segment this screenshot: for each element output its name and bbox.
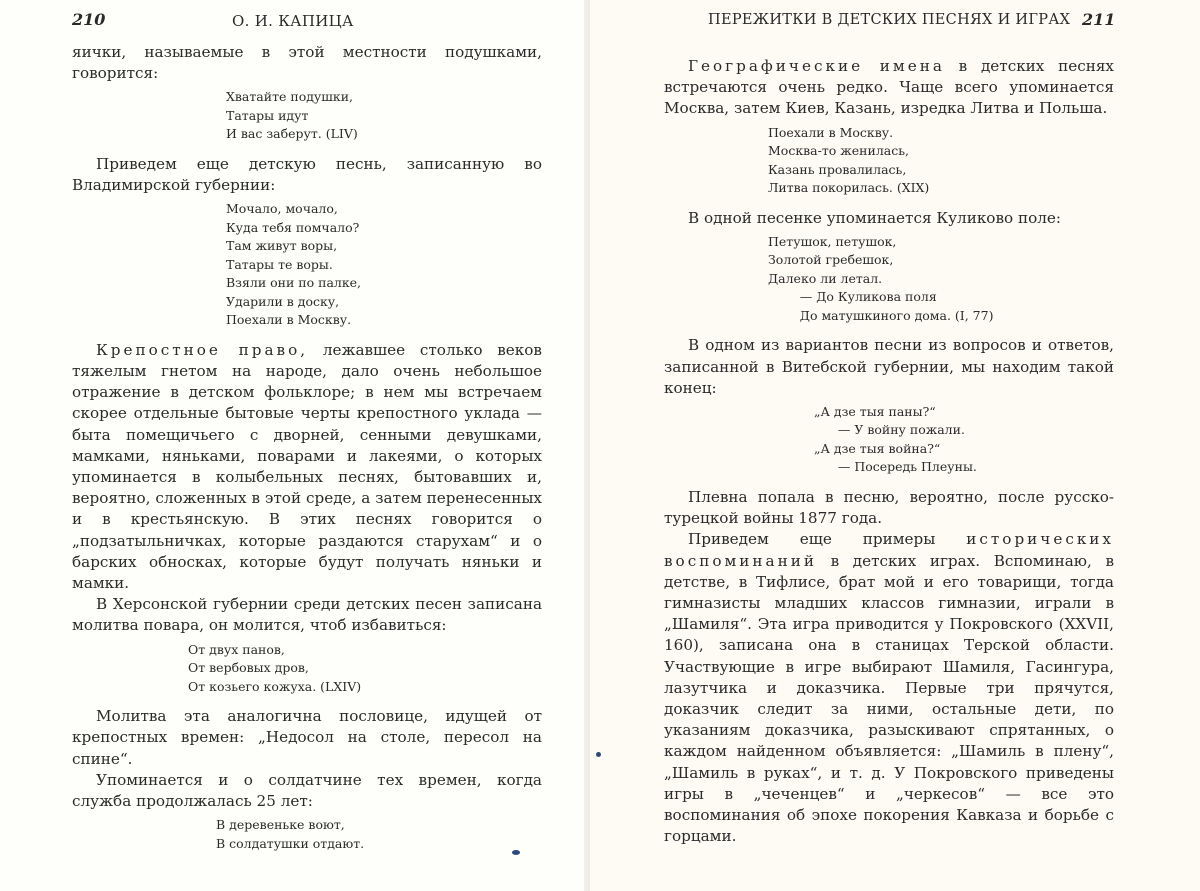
- verse-block: [768, 233, 1114, 326]
- verse-block: [768, 124, 1114, 198]
- paragraph: яички, называемые в этой местности подушками, говорится:: [72, 43, 542, 83]
- verse-line: От вербовых дров,: [188, 660, 309, 676]
- verse-block: [814, 403, 1114, 477]
- paragraph: [72, 340, 542, 594]
- verse-line: До матушкиного дома. (I, 77): [768, 307, 994, 323]
- verse-block: [226, 88, 542, 144]
- page-number-left: 210: [72, 10, 106, 29]
- emphasis: Крепостное право,: [96, 340, 309, 359]
- paragraph: Упоминается и о солдатчине тех времен, когда служба продолжалась 25 лет:: [72, 770, 542, 810]
- verse-line: — Посередь Плеуны.: [814, 459, 977, 475]
- verse-line: В деревеньке воют,: [216, 817, 345, 833]
- paragraph: В одном из вариантов песни из вопросов и ответов, записанной в Витебской губернии, мы находим такой конец:: [664, 336, 1114, 397]
- verse-line: Татары идут: [226, 107, 309, 123]
- paragraph: В одной песенке упоминается Куликово поле:: [688, 208, 1061, 227]
- ink-spot: [596, 752, 601, 757]
- verse-line: От козьего кожуха. (LXIV): [188, 678, 362, 694]
- verse-line: Мочало, мочало,: [226, 201, 338, 217]
- paragraph-text: лежавшее столько веков тяжелым гнетом на народе, дало очень небольшое отражение в детском фольклоре; в нем мы встречаем скорее отдельные бытовые черты крепостного уклада — быта помещичьего с дворней, сенными девушками, мамками, няньками, поварами и лакеями, о которых упоминается в колыбельных песнях, бытовавших и, вероятно, сложенных в этой среде, а затем перенесенных и в крестьянскую. В этих песнях говорится о „подзатыльничках, которые раздаются старухам“ и о барских обносках, которые будут получать няньки и мамки.: [72, 340, 542, 593]
- verse-line: Казань провалилась,: [768, 161, 907, 177]
- verse-line: Татары те воры.: [226, 256, 333, 272]
- verse-line: В солдатушки отдают.: [216, 835, 365, 851]
- verse-line: Золотой гребешок,: [768, 252, 894, 268]
- verse-line: Поехали в Москву.: [768, 124, 894, 140]
- paragraph: Молитва эта аналогична пословице, идущей от крепостных времен: „Недосол на столе, пересол на спине“.: [72, 707, 542, 768]
- paragraph-text: Приведем еще примеры: [688, 530, 967, 549]
- verse-block: [216, 816, 542, 853]
- left-page: [0, 0, 590, 891]
- verse-line: Москва-то женилась,: [768, 143, 909, 159]
- verse-line: Поехали в Москву.: [226, 312, 352, 328]
- paragraph: В Херсонской губернии среди детских песен записана молитва повара, он молится, чтоб избавиться:: [72, 595, 542, 635]
- verse-line: Взяли они по палке,: [226, 275, 362, 291]
- verse-line: Куда тебя помчало?: [226, 219, 360, 235]
- verse-line: Ударили в доску,: [226, 293, 340, 309]
- verse-line: Литва покорилась. (XIX): [768, 180, 930, 196]
- verse-line: „А дзе тыя паны?“: [814, 403, 936, 419]
- verse-line: — До Куликова поля: [768, 289, 937, 305]
- verse-line: Петушок, петушок,: [768, 233, 897, 249]
- paragraph-text: в детских песнях встречаются очень редко. Чаще всего упоминается Москва, затем Киев, Казань, изредка Литва и Польша.: [664, 57, 1114, 118]
- running-head-left: О. И. КАПИЦА: [232, 12, 354, 30]
- verse-line: „А дзе тыя война?“: [814, 440, 941, 456]
- verse-line: Далеко ли летал.: [768, 270, 883, 286]
- verse-line: И вас заберут. (LIV): [226, 126, 358, 142]
- left-page-text: [72, 42, 542, 863]
- verse-line: От двух панов,: [188, 641, 285, 657]
- verse-line: Хватайте подушки,: [226, 89, 354, 105]
- paragraph: [664, 56, 1114, 120]
- emphasis: Географические имена: [688, 57, 945, 75]
- right-page-text: [664, 56, 1114, 847]
- ink-spot: [512, 850, 520, 855]
- emphasis: исторических воспоминаний: [664, 530, 1114, 570]
- verse-line: — У войну пожали.: [814, 422, 965, 438]
- paragraph-text: в детских играх. Вспоминаю, в детстве, в Тифлисе, брат мой и его товарищи, тогда гимназисты младших классов гимназии, играли в „Шамиля“. Эта игра приводится у Покровского (XXVII, 160), записана она в станицах Терской области. Участвующие в игре выбирают Шамиля, Гасингура, лазутчика и доказчика. Первые три прячутся, доказчик следит за ними, остальные дети, по указаниям доказчика, разыскивают спрятанных, о каждом найденном объявляется: „Шамиль в плену“, „Шамиль в руках“, и т. д. У Покровского приведены игры в „чеченцев“ и „черкесов“ — все это воспоминания об эпохе покорения Кавказа и борьбе с горцами.: [664, 551, 1114, 846]
- paragraph: [664, 529, 1114, 847]
- verse-block: [226, 200, 542, 330]
- page-number-right: 211: [1082, 10, 1116, 29]
- verse-block: [188, 641, 542, 697]
- paragraph: Приведем еще детскую песнь, записанную во Владимирской губернии:: [72, 154, 542, 195]
- paragraph: Плевна попала в песню, вероятно, после русско-турецкой войны 1877 года.: [664, 487, 1114, 528]
- running-head-right: ПЕРЕЖИТКИ В ДЕТСКИХ ПЕСНЯХ И ИГРАХ: [708, 12, 1071, 28]
- verse-line: Там живут воры,: [226, 238, 338, 254]
